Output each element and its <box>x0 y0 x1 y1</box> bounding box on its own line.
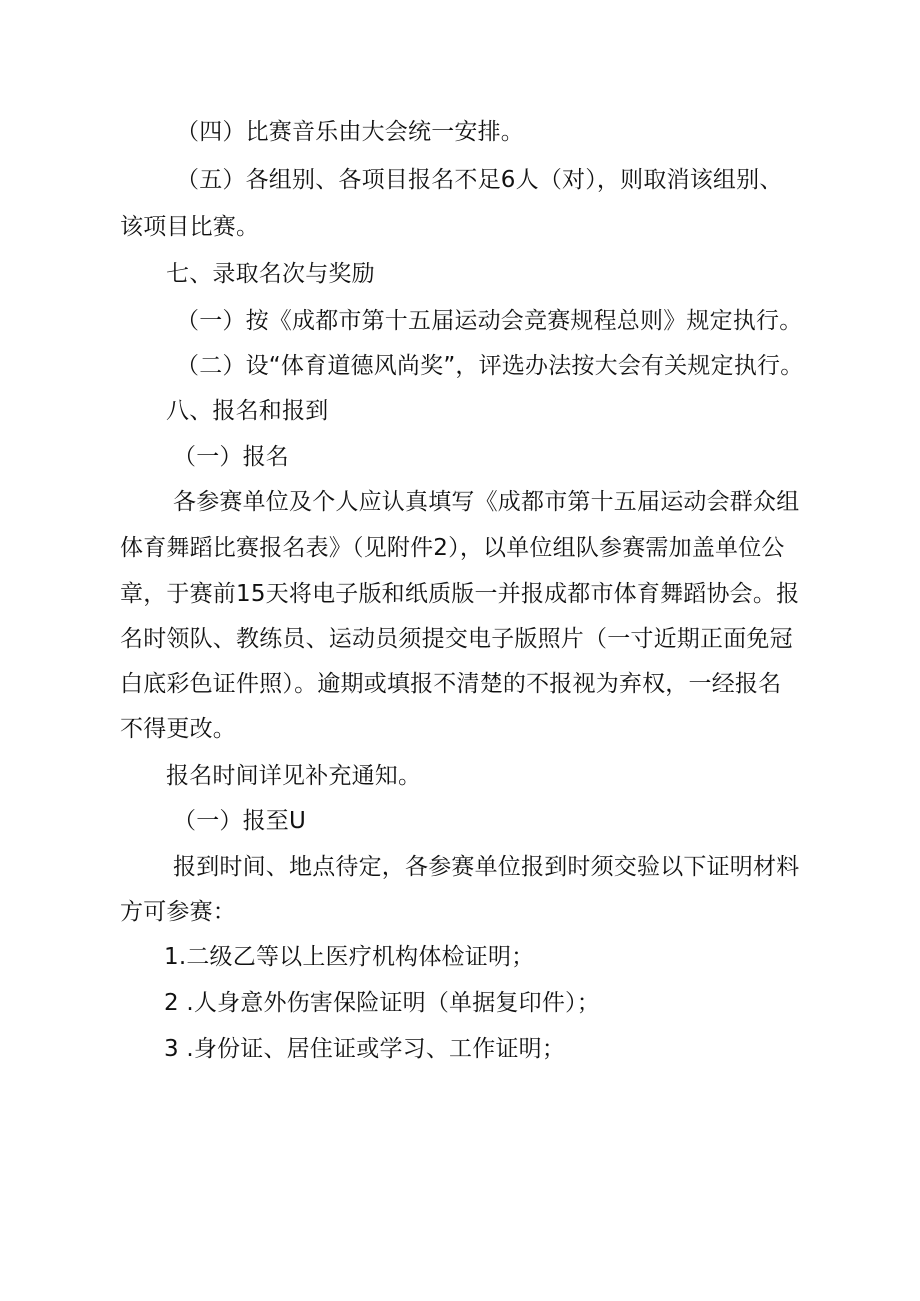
paragraph-line: 报名时间详见补充通知。 <box>166 763 422 789</box>
paragraph-line: 方可参赛： <box>120 899 236 925</box>
subsection-heading: （一）报名 <box>173 444 289 470</box>
paragraph-line: （五）各组别、各项目报名不足6人（对），则取消该组别、 <box>176 167 783 193</box>
section-heading: 七、录取名次与奖励 <box>166 261 375 287</box>
paragraph-line: 各参赛单位及个人应认真填写《成都市第十五届运动会群众组 <box>173 489 800 515</box>
list-item: 3 .身份证、居住证或学习、工作证明； <box>164 1036 566 1062</box>
paragraph-line: （二）设“体育道德风尚奖”，评选办法按大会有关规定执行。 <box>176 353 804 379</box>
paragraph-line: 体育舞蹈比赛报名表》（见附件2），以单位组队参赛需加盖单位公 <box>120 535 785 561</box>
paragraph-line: 名时领队、教练员、运动员须提交电子版照片（一寸近期正面免冠 <box>120 626 793 652</box>
paragraph-line: 该项目比赛。 <box>120 214 260 240</box>
subsection-heading: （一）报至U <box>173 808 307 834</box>
paragraph-line: 报到时间、地点待定，各参赛单位报到时须交验以下证明材料 <box>173 854 800 880</box>
list-item: 2 .人身意外伤害保险证明（单据复印件）； <box>164 990 600 1016</box>
paragraph-line: 章，于赛前15天将电子版和纸质版一并报成都市体育舞蹈协会。报 <box>120 581 800 607</box>
section-heading: 八、报名和报到 <box>166 398 329 424</box>
paragraph-line: （四）比赛音乐由大会统一安排。 <box>176 119 524 145</box>
paragraph-line: （一）按《成都市第十五届运动会竞赛规程总则》规定执行。 <box>176 308 803 334</box>
paragraph-line: 不得更改。 <box>120 716 236 742</box>
list-item: 1.二级乙等以上医疗机构体检证明； <box>164 944 535 970</box>
paragraph-line: 白底彩色证件照）。逾期或填报不清楚的不报视为弃权，一经报名 <box>120 671 782 697</box>
